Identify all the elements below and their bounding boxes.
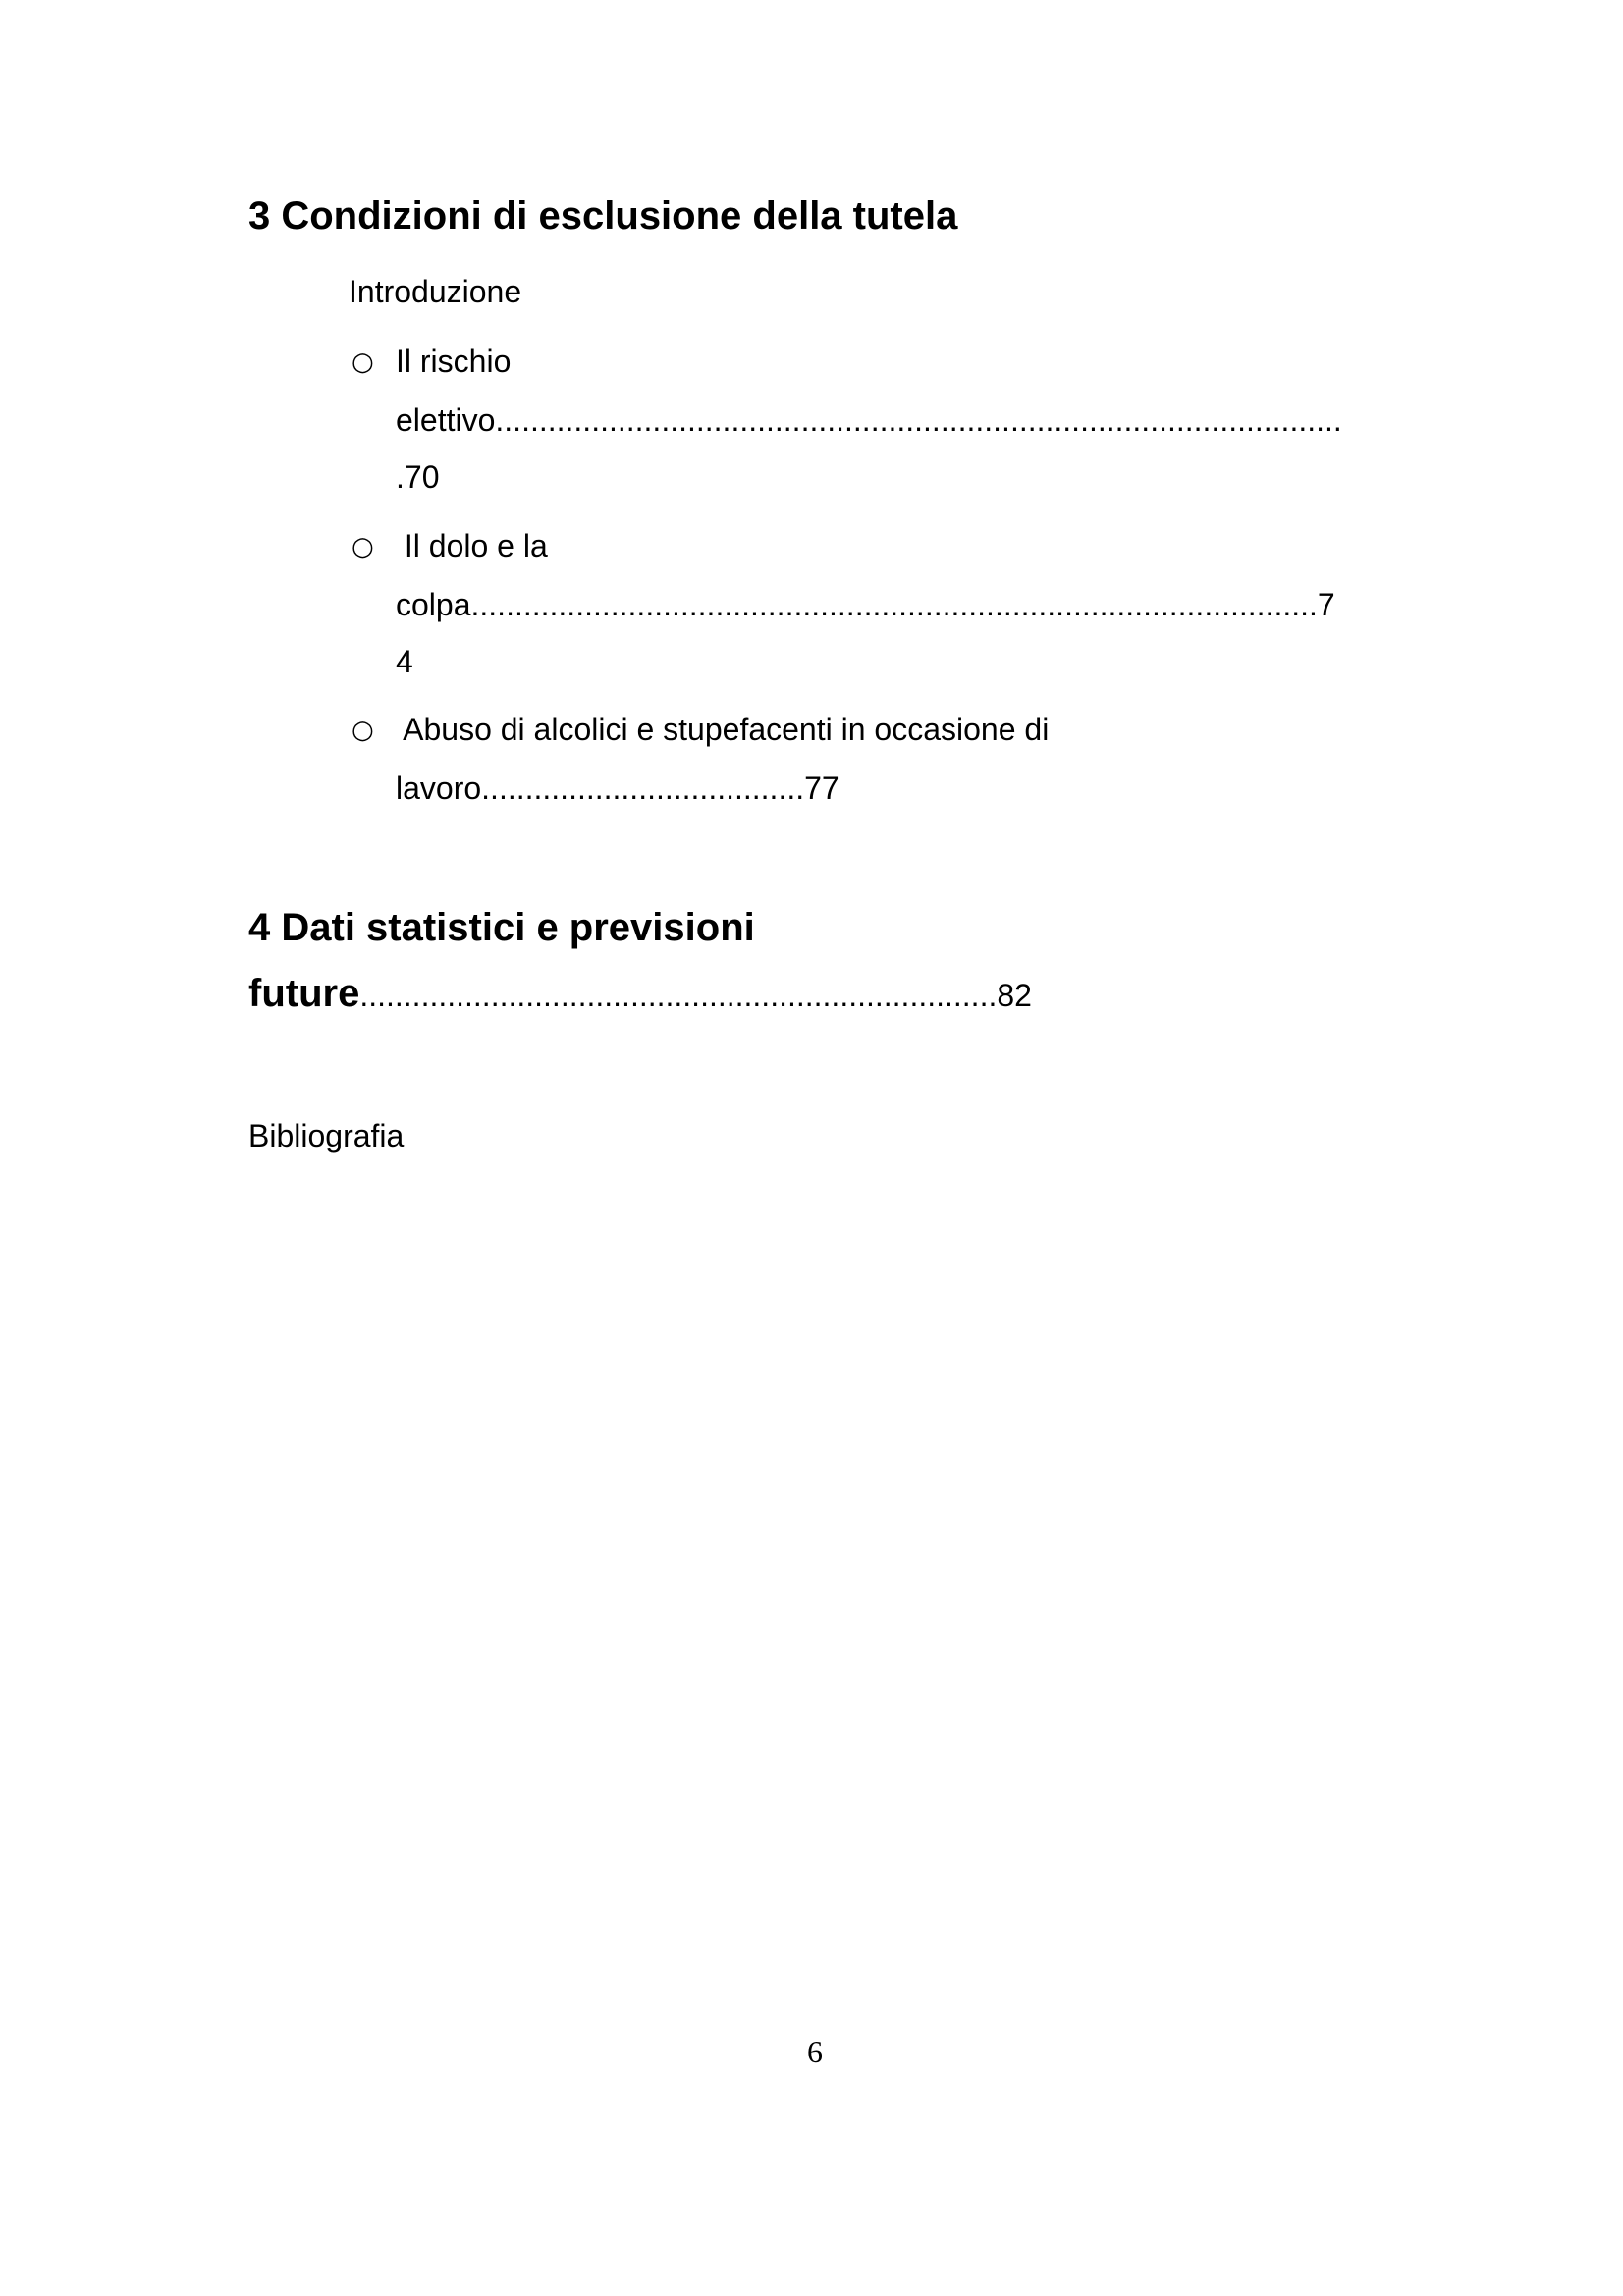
chapter-4-leader-page: .........................................................................82 [359,978,1032,1013]
chapter-4-heading-line-2 [248,974,1032,1013]
toc-entry-introduzione: Introduzione [349,274,522,309]
toc-entry-bibliografia: Bibliografia [248,1118,405,1153]
chapter-4-heading-line-1: 4 Dati statistici e previsioni [248,906,755,949]
chapter-3-heading: 3 Condizioni di esclusione della tutela [248,194,958,238]
toc-entry-dolo-line-3: 4 [396,644,413,679]
hollow-bullet-icon: ○ [352,347,374,377]
hollow-bullet-icon: ○ [352,532,374,561]
toc-entry-rischio-line-3: .70 [396,459,440,495]
toc-entry-dolo-line-1: Il dolo e la [396,528,548,563]
toc-entry-dolo-line-2: colpa.................................................................................................7 [396,587,1335,622]
toc-entry-rischio-line-1: Il rischio [396,344,512,379]
toc-entry-abuso-line-1: Abuso di alcolici e stupefacenti in occasione di [396,712,1050,747]
hollow-bullet-icon: ○ [352,716,374,745]
chapter-4-heading-word: future [248,972,360,1015]
toc-entry-abuso-line-2: lavoro.....................................77 [396,771,839,806]
toc-entry-rischio-line-2: elettivo................................................................................................. [396,402,1342,438]
page-number: 6 [807,2034,823,2069]
